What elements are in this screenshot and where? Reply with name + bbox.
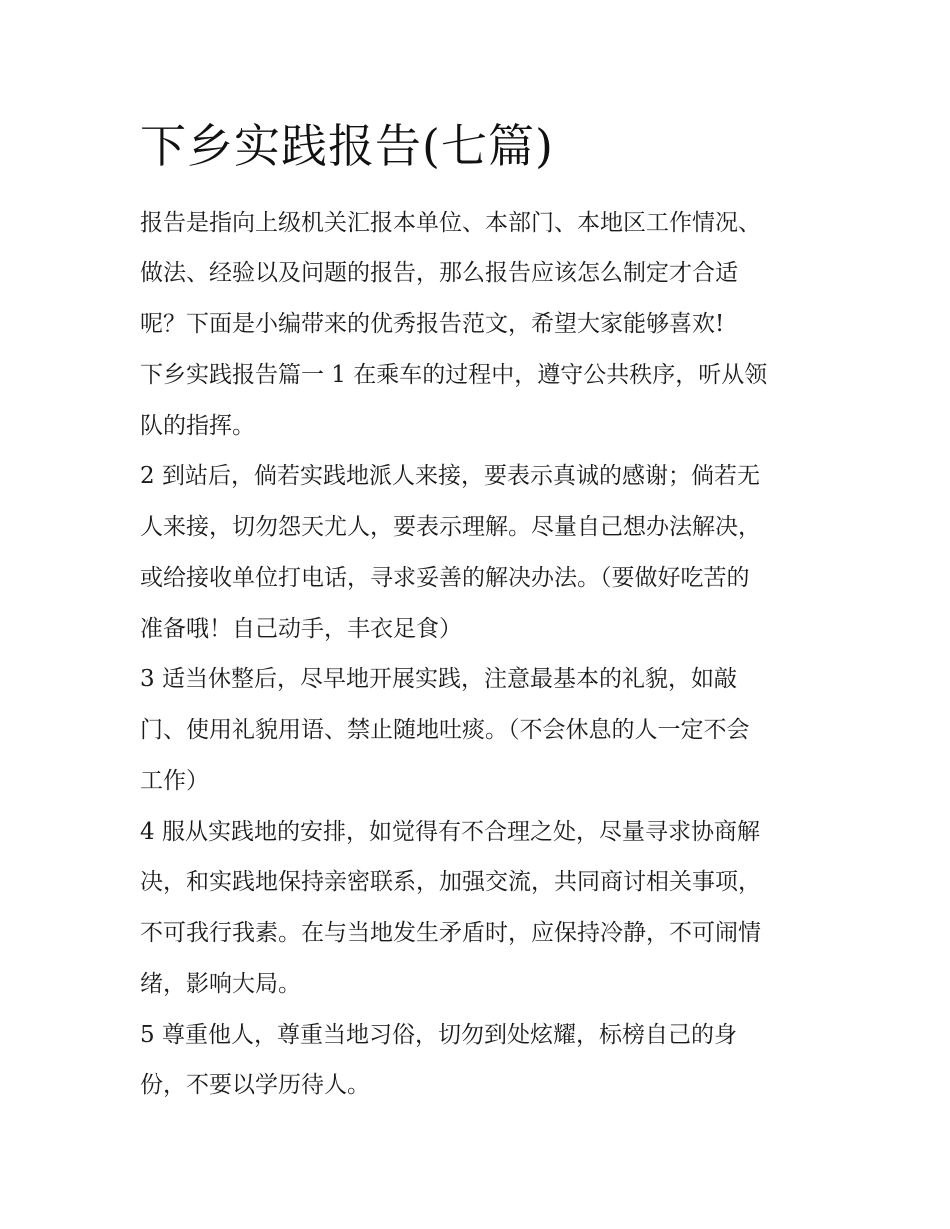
body-line-3: 呢？下面是小编带来的优秀报告范文，希望大家能够喜欢! <box>140 311 725 337</box>
body-line-14: 决，和实践地保持亲密联系，加强交流，共同商讨相关事项， <box>140 869 761 895</box>
body-line-18: 份，不要以学历待人。 <box>140 1072 370 1098</box>
body-line-4: 下乡实践报告篇一 1 在乘车的过程中，遵守公共秩序，听从领 <box>140 362 768 388</box>
body-line-11: 门、使用礼貌用语、禁止随地吐痰。（不会休息的人一定不会 <box>140 717 750 743</box>
body-line-8: 或给接收单位打电话，寻求妥善的解决办法。（要做好吃苦的 <box>140 565 750 591</box>
body-line-5: 队的指挥。 <box>140 413 255 439</box>
body-line-10: 3 适当休整后，尽早地开展实践，注意最基本的礼貌，如敲 <box>140 666 737 692</box>
body-line-12: 工作） <box>140 768 209 794</box>
body-line-17: 5 尊重他人，尊重当地习俗，切勿到处炫耀，标榜自己的身 <box>140 1022 737 1048</box>
body-line-16: 绪，影响大局。 <box>140 971 301 997</box>
body-line-7: 人来接，切勿怨天尤人，要表示理解。尽量自己想办法解决， <box>140 514 761 540</box>
body-line-1: 报告是指向上级机关汇报本单位、本部门、本地区工作情况、 <box>140 210 761 236</box>
body-line-9: 准备哦！自己动手，丰衣足食） <box>140 616 462 642</box>
document-title: 下乡实践报告(七篇) <box>140 119 554 173</box>
body-line-2: 做法、经验以及问题的报告，那么报告应该怎么制定才合适 <box>140 260 738 286</box>
body-line-15: 不可我行我素。在与当地发生矛盾时，应保持冷静，不可闹情 <box>140 920 761 946</box>
body-line-13: 4 服从实践地的安排，如觉得有不合理之处，尽量寻求协商解 <box>140 819 760 845</box>
body-line-6: 2 到站后，倘若实践地派人来接，要表示真诚的感谢；倘若无 <box>140 463 760 489</box>
